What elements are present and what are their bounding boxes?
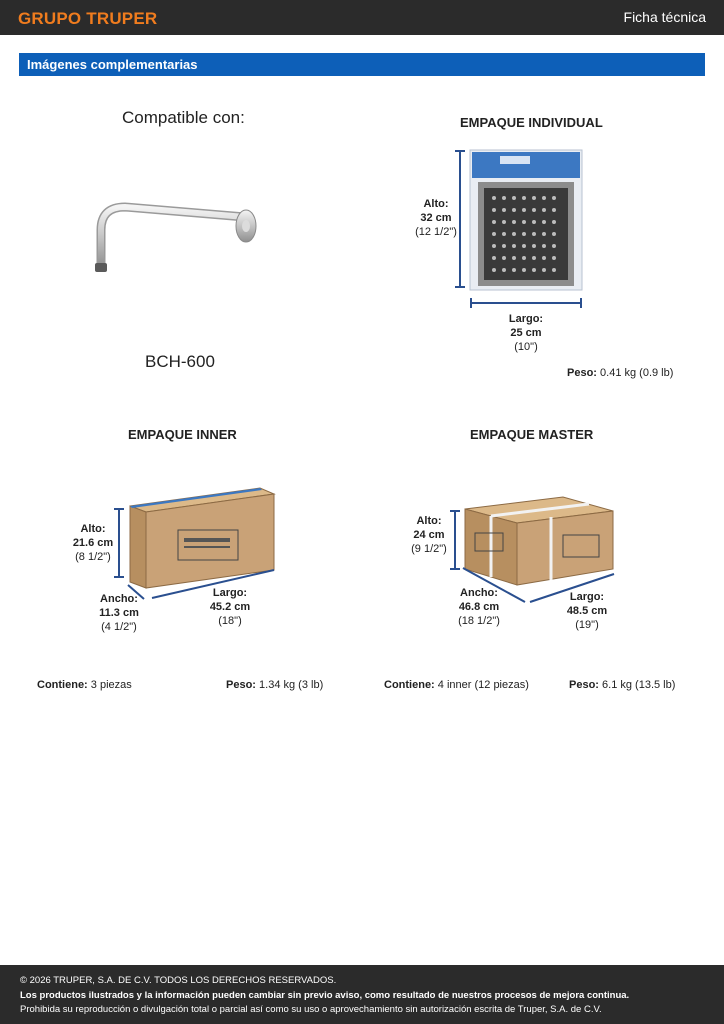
master-width-in: (18 1/2") xyxy=(458,615,500,627)
inner-width-in: (4 1/2") xyxy=(101,621,137,633)
footer xyxy=(0,965,724,1024)
inner-contents-value: 3 piezas xyxy=(90,679,132,691)
inner-contents xyxy=(37,679,132,691)
shower-arm-image xyxy=(85,195,265,280)
master-height-cm: 24 cm xyxy=(413,529,445,541)
inner-weight xyxy=(226,679,323,691)
master-contents-value: 4 inner (12 piezas) xyxy=(437,679,529,691)
inner-height-title: Alto: xyxy=(80,523,106,535)
individual-weight-title: Peso: xyxy=(567,367,597,379)
top-bar xyxy=(0,0,724,35)
individual-package-image xyxy=(470,150,582,290)
inner-weight-value: 1.34 kg (3 lb) xyxy=(259,679,324,691)
inner-width-cm: 11.3 cm xyxy=(99,607,139,619)
master-weight xyxy=(569,679,675,691)
inner-length-title: Largo: xyxy=(212,587,248,599)
individual-package-title: EMPAQUE INDIVIDUAL xyxy=(460,115,603,130)
inner-length-cm: 45.2 cm xyxy=(209,601,251,613)
master-length-in: (19") xyxy=(575,619,599,631)
master-length-title: Largo: xyxy=(569,591,605,603)
inner-length-in: (18") xyxy=(218,615,242,627)
master-height-label xyxy=(406,514,452,556)
individual-height-cm: 32 cm xyxy=(420,212,452,224)
compatible-label: Compatible con: xyxy=(122,108,245,127)
section-header xyxy=(19,53,705,76)
individual-length-cm: 25 cm xyxy=(510,327,542,339)
master-height-title: Alto: xyxy=(416,515,442,527)
master-package-title: EMPAQUE MASTER xyxy=(470,427,594,442)
inner-height-label xyxy=(70,522,116,564)
individual-weight-value: 0.41 kg (0.9 lb) xyxy=(600,367,674,379)
individual-length-label xyxy=(501,312,551,354)
inner-height-in: (8 1/2") xyxy=(75,551,111,563)
master-length-label xyxy=(562,590,612,632)
master-height-in: (9 1/2") xyxy=(411,543,447,555)
individual-length-dimension-line xyxy=(470,298,582,308)
master-width-title: Ancho: xyxy=(460,587,498,599)
individual-height-in: (12 1/2") xyxy=(415,226,457,238)
model-code: BCH-600 xyxy=(145,352,215,371)
master-contents xyxy=(384,679,529,691)
master-width-label xyxy=(454,586,504,628)
document-type: Ficha técnica xyxy=(623,9,706,25)
master-weight-title: Peso: xyxy=(569,679,599,691)
individual-length-title: Largo: xyxy=(508,313,544,325)
inner-weight-title: Peso: xyxy=(226,679,256,691)
inner-height-cm: 21.6 cm xyxy=(72,537,114,549)
master-length-cm: 48.5 cm xyxy=(566,605,608,617)
footer-prohibition: Prohibida su reproducción o divulgación total o parcial así como su uso o aprovechamiento sin autorización escrita de Truper, S.A. de C.V. xyxy=(20,1004,602,1015)
inner-length-label xyxy=(205,586,255,628)
footer-copyright: © 2026 TRUPER, S.A. DE C.V. TODOS LOS DERECHOS RESERVADOS. xyxy=(20,975,337,986)
section-title: Imágenes complementarias xyxy=(27,57,198,72)
inner-contents-title: Contiene: xyxy=(37,679,88,691)
master-contents-title: Contiene: xyxy=(384,679,435,691)
individual-weight xyxy=(567,367,673,379)
inner-package-title: EMPAQUE INNER xyxy=(128,427,237,442)
master-weight-value: 6.1 kg (13.5 lb) xyxy=(602,679,676,691)
individual-height-title: Alto: xyxy=(423,198,449,210)
inner-width-title: Ancho: xyxy=(100,593,138,605)
brand-logo: GRUPO TRUPER xyxy=(18,9,158,28)
individual-length-in: (10") xyxy=(514,341,538,353)
footer-notice: Los productos ilustrados y la información pueden cambiar sin previo aviso, como resultado de nuestros procesos de mejora continua. xyxy=(20,990,630,1001)
master-width-cm: 46.8 cm xyxy=(458,601,500,613)
inner-width-label xyxy=(94,592,144,634)
individual-height-label xyxy=(412,197,460,239)
